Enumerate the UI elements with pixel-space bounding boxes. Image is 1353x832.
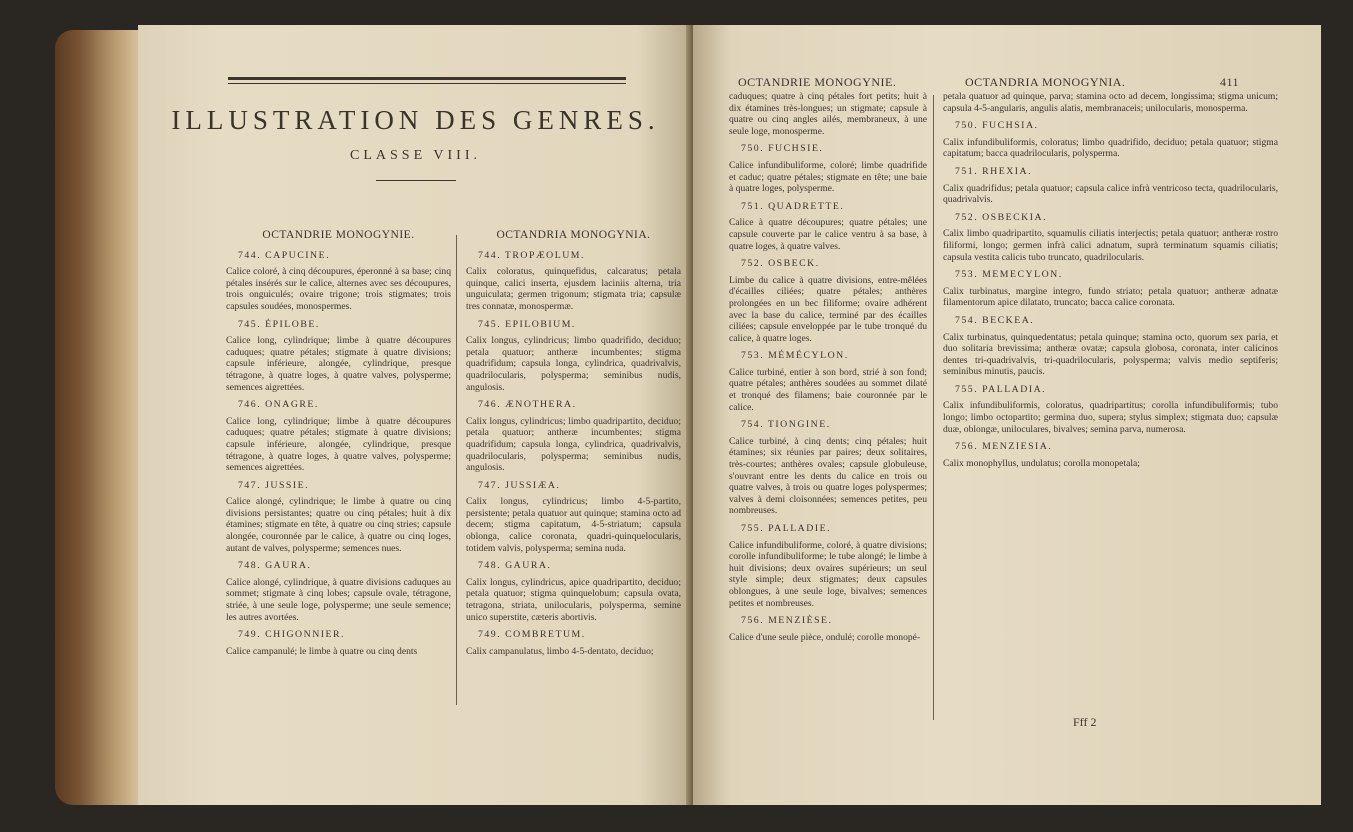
book-fore-edge-left xyxy=(55,30,140,805)
printer-signature: Fff 2 xyxy=(1073,715,1097,729)
genus-description: Calice long, cylindrique; limbe à quatre découpures caduques; quatre pétales; stigmate à quatre divisions; capsule inférieure, alongée, cylindrique, presque tétragone, à quatre loges, à quatre valves, polysperme; semences aigrettées. xyxy=(226,335,451,393)
page-title: ILLUSTRATION DES GENRES. xyxy=(171,105,660,135)
genus-heading: 756. MENZIESIA. xyxy=(955,441,1053,453)
genus-description: Calix longus, cylindricus; limbo quadripartito, deciduo; petala quatuor; antheræ incumbentes; stigma quadrifidum; capsula longa, cylindrica, quadrivalvis, quadrilocularis, polysperma; seminibus nudis, angulosis. xyxy=(466,415,681,474)
entry xyxy=(226,480,451,555)
column-header: OCTANDRIE MONOGYNIE. xyxy=(262,229,415,241)
left-column-latin xyxy=(466,230,681,661)
genus-description: Calix longus, cylindricus; limbo 4-5-partito, persistente; petala quatuor aut quinque; stamina octo ad decem; stigma capitatum, 4-5-striatum; capsula oblonga, calice coronata, quadri-quinquelocularis, totidem valvis, polysperma; semina nuda. xyxy=(466,496,681,554)
page-number: 411 xyxy=(1220,75,1240,89)
genus-heading: 753. MEMECYLON. xyxy=(955,269,1063,281)
entry xyxy=(943,315,1278,378)
classe-title: CLASSE VIII. xyxy=(350,148,481,163)
genus-description: Calix turbinatus, quinquedentatus; petala quinque; stamina octo, quorum sex paria, et duo solitaria brevissima; antheræ ovatæ; capsula globosa, coronata, inter calicinos dentes tri-quadrivalvis, tri-quadrilocularis, polysperma; valvis medio septiferis; seminibus minutis, paucis. xyxy=(943,331,1278,378)
continued-text: caduques; quatre à cinq pétales fort petits; huit à dix étamines très-longues; un stigmate; capsule à quatre ou cinq angles ailés, membraneux, à une seule loge, monosperme. xyxy=(729,91,927,137)
entry xyxy=(729,419,927,517)
genus-heading: 754. TIONGINE. xyxy=(741,419,831,431)
genus-heading: 752. OSBECKIA. xyxy=(955,211,1048,223)
entry xyxy=(466,250,681,313)
genus-description: Calix longus, cylindricus; limbo quadrifido, deciduo; petala quatuor; antheræ incumbentes; stigma quadrifidum; capsula longa, cylindrica, quadrivalvis, quadrilocularis, polysperma; seminibus nudis, angulosis. xyxy=(466,335,681,393)
entry xyxy=(943,384,1278,435)
genus-description: Calix coloratus, quinquefidus, calcaratus; petala quinque, calici inserta, ejusdem laciniis alterna, tria unguiculata; germen trigonum; stigmata tria; capsulæ tres connatæ, monospermæ. xyxy=(466,266,681,312)
genus-description: Calix quadrifidus; petala quatuor; capsula calice infrà ventricoso tecta, quadrilocularis, quadrivalvis. xyxy=(943,182,1278,206)
running-header-latin: OCTANDRIA MONOGYNIA. xyxy=(965,75,1126,89)
entry xyxy=(226,560,451,623)
genus-description: Calice turbiné, entier à son bord, strié à son fond; quatre pétales; anthères soudées au sommet dilaté et tronqué des filamens; baie couronnée par le calice. xyxy=(729,366,927,413)
genus-description: Limbe du calice à quatre divisions, entre-mêlées d'écailles ciliées; quatre pétales; anthères prolongées en un bec filiforme; ovaire adhérent avec la base du calice, terminé par des écailles ciliées; capsule enveloppée par le tube tronqué du calice, à quatre loges. xyxy=(729,274,927,344)
genus-description: Calix infundibuliformis, coloratus, quadripartitus; corolla infundibuliformis; tubo longo; limbo octopartito; germina duo, supera; stylus simplex; stigmata duo; capsulæ duæ, oblongæ, uniloculares, bivalves; semina parva, numerosa. xyxy=(943,400,1278,435)
genus-heading: 748. GAURA. xyxy=(238,560,312,572)
entry xyxy=(943,120,1278,160)
left-page xyxy=(138,25,693,805)
genus-description: Calix campanulatus, limbo 4-5-dentato, deciduo; xyxy=(466,645,654,657)
genus-description: Calice à quatre découpures; quatre pétales; une capsule couverte par le calice ventru à sa base, à quatre loges, à quatre valves. xyxy=(729,217,927,252)
right-column-french xyxy=(729,91,927,647)
column-divider xyxy=(456,235,457,705)
genus-description: Calix limbo quadripartito, squamulis ciliatis interjectis; petala quatuor; antheræ rostro filiformi, longo; germen infrà calici adnatum, suprà terminatum squamis ciliatis; capsula vestita calicis tubo truncato, quadrilocularis. xyxy=(943,228,1278,263)
genus-description: Calice alongé, cylindrique; le limbe à quatre ou cinq divisions persistantes; quatre ou cinq pétales; huit à dix étamines; stigmate en tête, à quatre ou cinq stries; capsule alongée, couronnée par le calice, à quatre ou cinq loges, autant de valves, polysperme; semences nues. xyxy=(226,496,451,554)
genus-heading: 751. QUADRETTE. xyxy=(741,200,845,212)
entry xyxy=(226,250,451,313)
entry xyxy=(729,615,927,643)
genus-heading: 744. CAPUCINE. xyxy=(238,249,331,261)
entry xyxy=(226,629,451,657)
entry xyxy=(729,201,927,252)
entry xyxy=(466,399,681,474)
genus-heading: 753. MÉMÉCYLON. xyxy=(741,350,849,362)
entry xyxy=(466,480,681,555)
entry xyxy=(943,269,1278,309)
entry xyxy=(729,350,927,413)
genus-heading: 744. TROPÆOLUM. xyxy=(478,249,585,261)
genus-heading: 749. CHIGONNIER. xyxy=(238,629,345,641)
genus-description: Calix infundibuliformis, coloratus; limbo quadrifido, deciduo; petala quatuor; stigma capitatum; bacca quadrilocularis, polysperma. xyxy=(943,136,1278,160)
genus-description: Calix turbinatus, margine integro, fundo striato; petala quatuor; antheræ adnatæ filamentorum apice dilatato, truncato; bacca calice coronata. xyxy=(943,285,1278,309)
entry xyxy=(729,143,927,194)
genus-description: Calice long, cylindrique; limbe à quatre découpures caduques; quatre pétales; stigmate à quatre divisions; capsule inférieure, alongée, cylindrique, presque tétragone, à quatre loges, à quatre valves, polysperme; semences aigrettées. xyxy=(226,415,451,474)
genus-description: Calice campanulé; le limbe à quatre ou cinq dents xyxy=(226,645,418,657)
genus-description: Calice d'une seule pièce, ondulé; corolle monopé- xyxy=(729,631,921,643)
entry xyxy=(943,166,1278,206)
genus-heading: 747. JUSSIÆA. xyxy=(478,479,561,491)
entry xyxy=(466,319,681,394)
genus-heading: 751. RHEXIA. xyxy=(955,165,1033,177)
right-column-latin xyxy=(943,91,1278,473)
genus-description: Calice infundibuliforme, coloré, à quatre divisions; corolle infundibuliforme; le tube alongé; le limbe à huit divisions; deux ovaires supérieurs; un seul style simple; deux stigmates; deux capsules oblongues, à une seule loge, bivalves; semences petites et nombreuses. xyxy=(729,539,927,609)
genus-heading: 755. PALLADIE. xyxy=(741,523,832,534)
genus-description: Calix longus, cylindricus, apice quadripartito, deciduo; petala quatuor; stigma quinquelobum; capsula ovata, tetragona, striata, unilocularis, polysperma, semine unico superstite, cæteris abortivis. xyxy=(466,576,681,623)
top-rule-thin xyxy=(228,83,626,84)
genus-description: Calice turbiné, à cinq dents; cinq pétales; huit étamines; six réunies par paires; deux solitaires, très-courtes; anthères ovales; capsule globuleuse, s'ouvrant entre les dents du calice en trois ou quatre valves, à trois ou quatre loges polyspermes; valves à demi cloisonnées; semences petites, peu nombreuses. xyxy=(729,435,927,517)
entry xyxy=(943,212,1278,263)
column-divider xyxy=(933,95,934,720)
entry xyxy=(729,258,927,344)
continued-text: petala quatuor ad quinque, parva; stamina octo ad decem, longissima; stigma unicum; capsula 4-5-angularis, angulis alatis, membranaceis; unilocularis, monosperma. xyxy=(943,91,1278,114)
genus-heading: 746. ÆNOTHERA. xyxy=(478,399,577,411)
genus-description: Calice alongé, cylindrique, à quatre divisions caduques au sommet; stigmate à cinq lobes; capsule ovale, tétragone, striée, à une seule loge, polysperme; une seule semence; les autres avortées. xyxy=(226,576,451,623)
genus-heading: 745. ÉPILOBE. xyxy=(238,318,320,330)
genus-heading: 748. GAURA. xyxy=(478,560,552,572)
genus-heading: 750. FUCHSIE. xyxy=(741,143,824,155)
column-header: OCTANDRIA MONOGYNIA. xyxy=(496,229,651,241)
entry xyxy=(226,319,451,394)
genus-heading: 755. PALLADIA. xyxy=(955,383,1047,395)
entry xyxy=(729,523,927,609)
running-header-french: OCTANDRIE MONOGYNIE. xyxy=(738,75,897,89)
genus-heading: 749. COMBRETUM. xyxy=(478,629,586,641)
left-column-french xyxy=(226,230,451,661)
genus-heading: 745. EPILOBIUM. xyxy=(478,318,576,330)
genus-heading: 747. JUSSIE. xyxy=(238,479,310,491)
genus-heading: 756. MENZIÈSE. xyxy=(741,615,833,627)
entry xyxy=(943,441,1278,469)
top-rule-thick xyxy=(228,77,626,80)
entry xyxy=(226,399,451,474)
genus-heading: 754. BECKEA. xyxy=(955,314,1035,326)
genus-heading: 752. OSBECK. xyxy=(741,258,820,270)
genus-heading: 750. FUCHSIA. xyxy=(955,120,1039,132)
right-page xyxy=(693,25,1321,805)
genus-description: Calix monophyllus, undulatus; corolla monopetala; xyxy=(943,457,1140,469)
entry xyxy=(466,560,681,623)
genus-heading: 746. ONAGRE. xyxy=(238,399,319,411)
genus-description: Calice infundibuliforme, coloré; limbe quadrifide et caduc; quatre pétales; stigmate en tête; une baie à quatre loges, polysperme. xyxy=(729,159,927,195)
short-rule xyxy=(376,180,456,181)
genus-description: Calice coloré, à cinq découpures, éperonné à sa base; cinq pétales insérés sur le calice, alternes avec ses découpures, trois onguiculés; ovaire trigone; trois stigmates; trois capsules soudées, monospermes. xyxy=(226,266,451,312)
entry xyxy=(466,629,681,657)
